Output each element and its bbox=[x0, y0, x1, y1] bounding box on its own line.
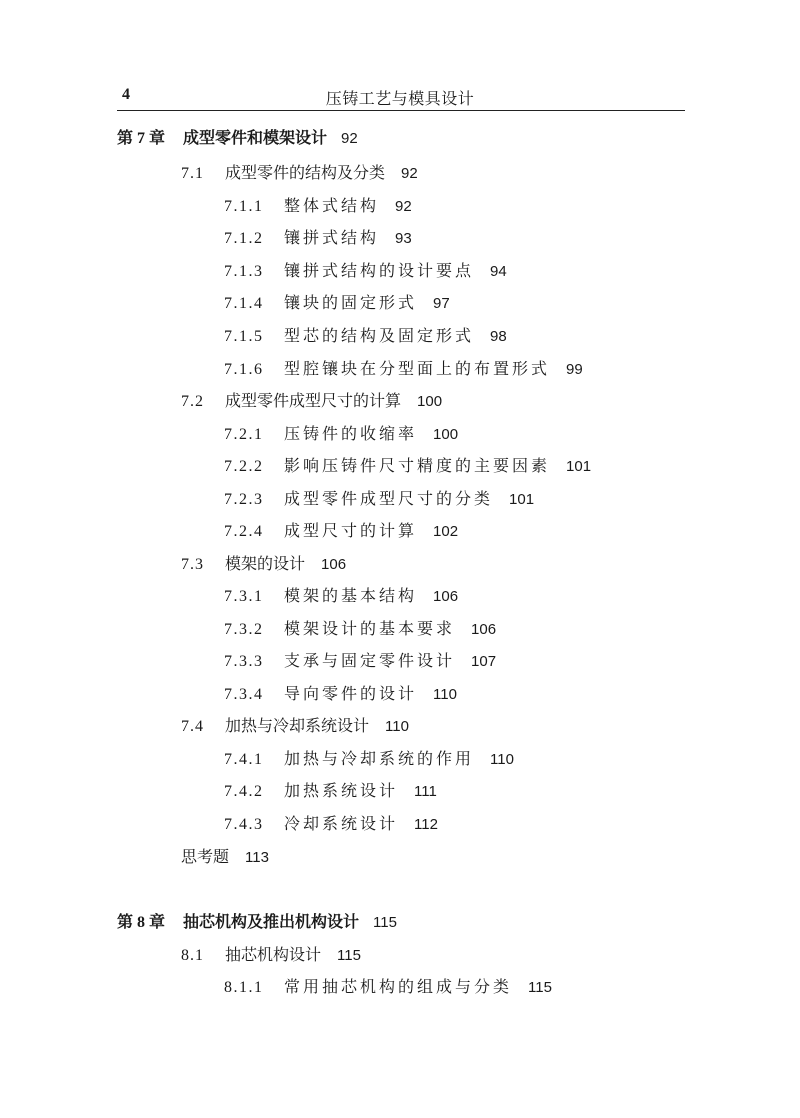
toc-entry-title: 整体式结构 bbox=[284, 196, 380, 215]
toc-entry-page: 100 bbox=[433, 426, 459, 443]
toc-entry-page: 93 bbox=[395, 230, 412, 247]
toc-entry-number: 7.1.3 bbox=[224, 263, 264, 280]
toc-entry-title: 影响压铸件尺寸精度的主要因素 bbox=[284, 456, 551, 475]
toc-entry-page: 106 bbox=[321, 556, 347, 573]
toc-entry-page: 97 bbox=[433, 295, 450, 312]
toc-entry-number: 7.4.2 bbox=[224, 783, 264, 800]
toc-entry-subsection bbox=[224, 326, 507, 347]
toc-entry-number: 7.3.4 bbox=[224, 686, 264, 703]
toc-entry-title: 思考题 bbox=[181, 847, 230, 866]
toc-entry-page: 92 bbox=[395, 198, 412, 215]
toc-entry-page: 111 bbox=[414, 783, 437, 800]
toc-entry-number: 7.1.4 bbox=[224, 295, 264, 312]
toc-entry-section bbox=[181, 945, 361, 966]
toc-entry-subsection bbox=[224, 977, 552, 998]
toc-entry-number: 7.1 bbox=[181, 165, 204, 182]
toc-entry-number: 8.1.1 bbox=[224, 979, 264, 996]
toc-entry-page: 92 bbox=[401, 165, 418, 182]
toc-entry-extra bbox=[181, 847, 269, 868]
toc-entry-title: 模架设计的基本要求 bbox=[284, 619, 456, 638]
toc-entry-title: 加热与冷却系统设计 bbox=[225, 716, 370, 735]
toc-entry-title: 导向零件的设计 bbox=[284, 684, 418, 703]
toc-entry-subsection bbox=[224, 293, 450, 314]
toc-entry-subsection bbox=[224, 521, 458, 542]
toc-entry-title: 型腔镶块在分型面上的布置形式 bbox=[284, 359, 551, 378]
toc-entry-section bbox=[181, 716, 409, 737]
toc-entry-page: 94 bbox=[490, 263, 507, 280]
toc-entry-number: 7.1.1 bbox=[224, 198, 264, 215]
toc-entry-title: 成型零件成型尺寸的计算 bbox=[225, 391, 402, 410]
toc-entry-title: 抽芯机构设计 bbox=[225, 945, 322, 964]
toc-entry-page: 115 bbox=[373, 914, 397, 931]
toc-entry-number: 7.3 bbox=[181, 556, 204, 573]
toc-entry-number: 8.1 bbox=[181, 947, 204, 964]
toc-entry-number: 7.1.2 bbox=[224, 230, 264, 247]
toc-entry-page: 102 bbox=[433, 523, 459, 540]
toc-entry-title: 成型零件成型尺寸的分类 bbox=[284, 489, 494, 508]
toc-entry-section bbox=[181, 163, 418, 184]
toc-entry-number: 7.4 bbox=[181, 718, 204, 735]
toc-entry-subsection bbox=[224, 684, 457, 705]
toc-entry-title: 镶拼式结构 bbox=[284, 228, 380, 247]
toc-entry-title: 镶拼式结构的设计要点 bbox=[284, 261, 475, 280]
toc-entry-page: 112 bbox=[414, 816, 438, 833]
toc-entry-title: 成型零件和模架设计 bbox=[183, 128, 328, 147]
page-number: 4 bbox=[122, 86, 130, 103]
toc-entry-page: 107 bbox=[471, 653, 497, 670]
toc-entry-title: 抽芯机构及推出机构设计 bbox=[183, 912, 360, 931]
toc-entry-title: 压铸件的收缩率 bbox=[284, 424, 418, 443]
toc-entry-page: 100 bbox=[417, 393, 443, 410]
toc-entry-subsection bbox=[224, 651, 496, 672]
toc-entry-subsection bbox=[224, 228, 412, 249]
toc-entry-number: 7.2.3 bbox=[224, 491, 264, 508]
toc-entry-page: 101 bbox=[566, 458, 592, 475]
toc-entry-title: 模架的设计 bbox=[225, 554, 306, 573]
toc-entry-number: 7.3.1 bbox=[224, 588, 264, 605]
toc-entry-subsection bbox=[224, 489, 534, 510]
toc-entry-page: 92 bbox=[341, 130, 358, 147]
toc-entry-number: 7.4.3 bbox=[224, 816, 264, 833]
toc-entry-title: 型芯的结构及固定形式 bbox=[284, 326, 475, 345]
toc-entry-subsection bbox=[224, 261, 507, 282]
toc-entry-subsection bbox=[224, 424, 458, 445]
toc-entry-title: 加热系统设计 bbox=[284, 781, 399, 800]
toc-entry-subsection bbox=[224, 196, 412, 217]
toc-entry-chapter bbox=[117, 912, 397, 933]
toc-entry-page: 115 bbox=[528, 979, 552, 996]
toc-entry-title: 加热与冷却系统的作用 bbox=[284, 749, 475, 768]
toc-entry-number: 7.2.1 bbox=[224, 426, 264, 443]
toc-entry-title: 成型零件的结构及分类 bbox=[225, 163, 386, 182]
toc-entry-page: 113 bbox=[245, 849, 269, 866]
toc-entry-title: 镶块的固定形式 bbox=[284, 293, 418, 312]
toc-entry-title: 常用抽芯机构的组成与分类 bbox=[284, 977, 513, 996]
toc-entry-title: 支承与固定零件设计 bbox=[284, 651, 456, 670]
toc-entry-number: 7.1.6 bbox=[224, 361, 264, 378]
toc-entry-page: 106 bbox=[433, 588, 459, 605]
toc-entry-subsection bbox=[224, 619, 496, 640]
toc-entry-subsection bbox=[224, 359, 583, 380]
toc-entry-section bbox=[181, 554, 346, 575]
toc-entry-number: 第 7 章 bbox=[117, 130, 166, 147]
toc-entry-page: 98 bbox=[490, 328, 507, 345]
toc-entry-page: 101 bbox=[509, 491, 535, 508]
toc-entry-section bbox=[181, 391, 442, 412]
running-header-title: 压铸工艺与模具设计 bbox=[325, 89, 475, 108]
toc-entry-page: 99 bbox=[566, 361, 583, 378]
toc-entry-subsection bbox=[224, 814, 438, 835]
toc-entry-number: 7.2 bbox=[181, 393, 204, 410]
toc-entry-number: 7.2.2 bbox=[224, 458, 264, 475]
toc-entry-number: 7.2.4 bbox=[224, 523, 264, 540]
toc-entry-title: 成型尺寸的计算 bbox=[284, 521, 418, 540]
toc-entry-number: 7.1.5 bbox=[224, 328, 264, 345]
toc-entry-page: 106 bbox=[471, 621, 497, 638]
toc-entry-title: 模架的基本结构 bbox=[284, 586, 418, 605]
toc-entry-number: 7.3.3 bbox=[224, 653, 264, 670]
toc-entry-number: 7.3.2 bbox=[224, 621, 264, 638]
toc-entry-page: 110 bbox=[433, 686, 457, 703]
toc-entry-chapter bbox=[117, 128, 358, 149]
toc-entry-number: 第 8 章 bbox=[117, 914, 166, 931]
toc-entry-subsection bbox=[224, 749, 514, 770]
toc-entry-page: 115 bbox=[337, 947, 361, 964]
toc-entry-subsection bbox=[224, 456, 591, 477]
toc-entry-subsection bbox=[224, 781, 437, 802]
toc-entry-number: 7.4.1 bbox=[224, 751, 264, 768]
toc-entry-title: 冷却系统设计 bbox=[284, 814, 399, 833]
toc-entry-page: 110 bbox=[490, 751, 514, 768]
toc-entry-subsection bbox=[224, 586, 458, 607]
toc-entry-page: 110 bbox=[385, 718, 409, 735]
